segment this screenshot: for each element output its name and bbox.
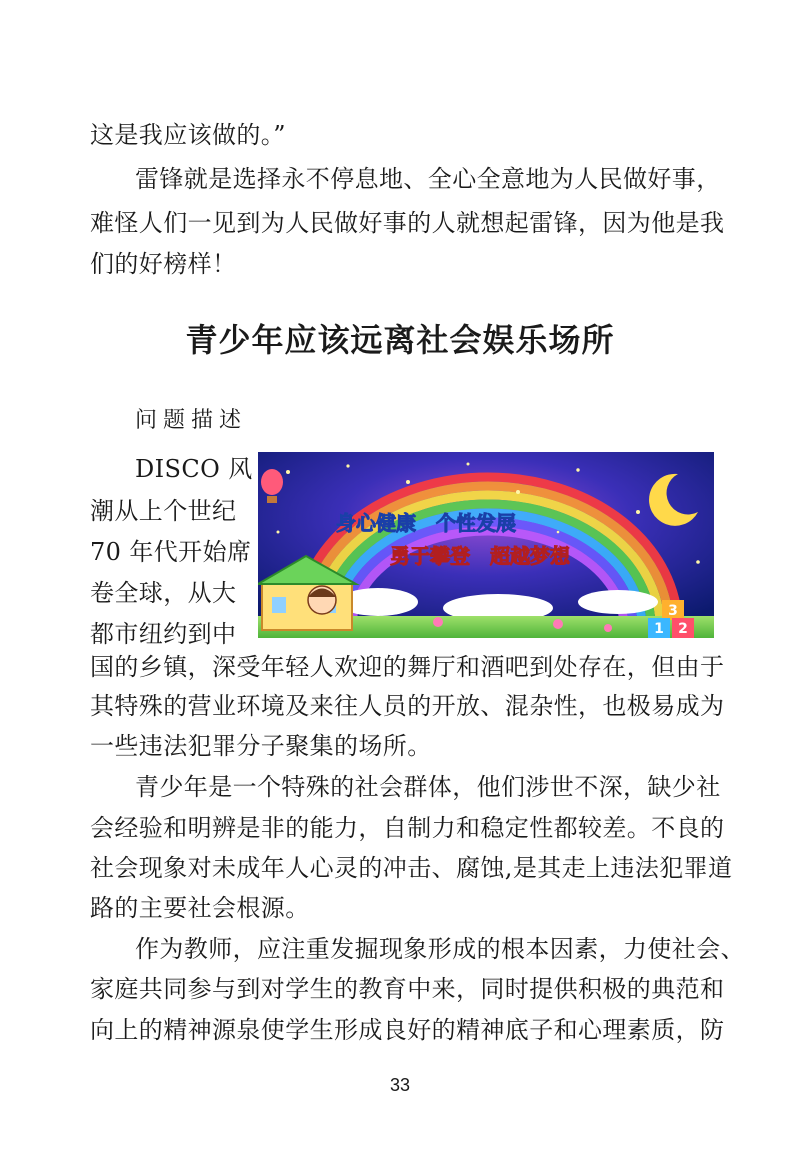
banner-slogan-1: 身心健康 个性发展 xyxy=(336,511,516,535)
wrap-line: 卷全球，从大 xyxy=(90,579,237,607)
body-line: 会经验和明辨是非的能力，自制力和稳定性都较差。不良的 xyxy=(90,814,725,842)
section-title: 青少年应该远离社会娱乐场所 xyxy=(185,321,615,359)
body-line: 这是我应该做的。” xyxy=(90,121,286,149)
body-line: 社会现象对未成年人心灵的冲击、腐蚀,是其走上违法犯罪道 xyxy=(90,854,733,882)
block-label: 1 xyxy=(654,621,664,637)
body-line: 国的乡镇，深受年轻人欢迎的舞厅和酒吧到处存在，但由于 xyxy=(90,653,725,681)
body-line: 作为教师，应注重发掘现象形成的根本因素，力使社会、 xyxy=(135,935,745,963)
banner-illustration xyxy=(258,452,714,638)
body-line: 向上的精神源泉使学生形成良好的精神底子和心理素质，防 xyxy=(90,1016,725,1044)
body-line: 雷锋就是选择永不停息地、全心全意地为人民做好事， xyxy=(135,165,721,193)
body-line: 路的主要社会根源。 xyxy=(90,894,310,922)
body-line: 其特殊的营业环境及来往人员的开放、混杂性，也极易成为 xyxy=(90,692,725,720)
body-line: 青少年是一个特殊的社会群体，他们涉世不深，缺少社 xyxy=(135,773,721,801)
subheading: 问题描述 xyxy=(135,408,248,433)
wrap-line: 潮从上个世纪 xyxy=(90,497,237,525)
page-number: 33 xyxy=(389,1075,411,1095)
wrap-line: 都市纽约到中 xyxy=(90,620,237,648)
body-line: 家庭共同参与到对学生的教育中来，同时提供积极的典范和 xyxy=(90,975,725,1003)
body-line: 们的好榜样！ xyxy=(90,250,237,278)
wrap-line: 70 年代开始席 xyxy=(90,538,252,566)
block-label: 2 xyxy=(678,621,688,637)
banner-slogan-2: 勇于攀登 超越梦想 xyxy=(390,544,570,568)
body-line: 一些违法犯罪分子聚集的场所。 xyxy=(90,732,432,760)
wrap-line: DISCO 风 xyxy=(135,455,253,483)
body-line: 难怪人们一见到为人民做好事的人就想起雷锋，因为他是我 xyxy=(90,209,725,237)
block-label: 3 xyxy=(668,603,678,619)
